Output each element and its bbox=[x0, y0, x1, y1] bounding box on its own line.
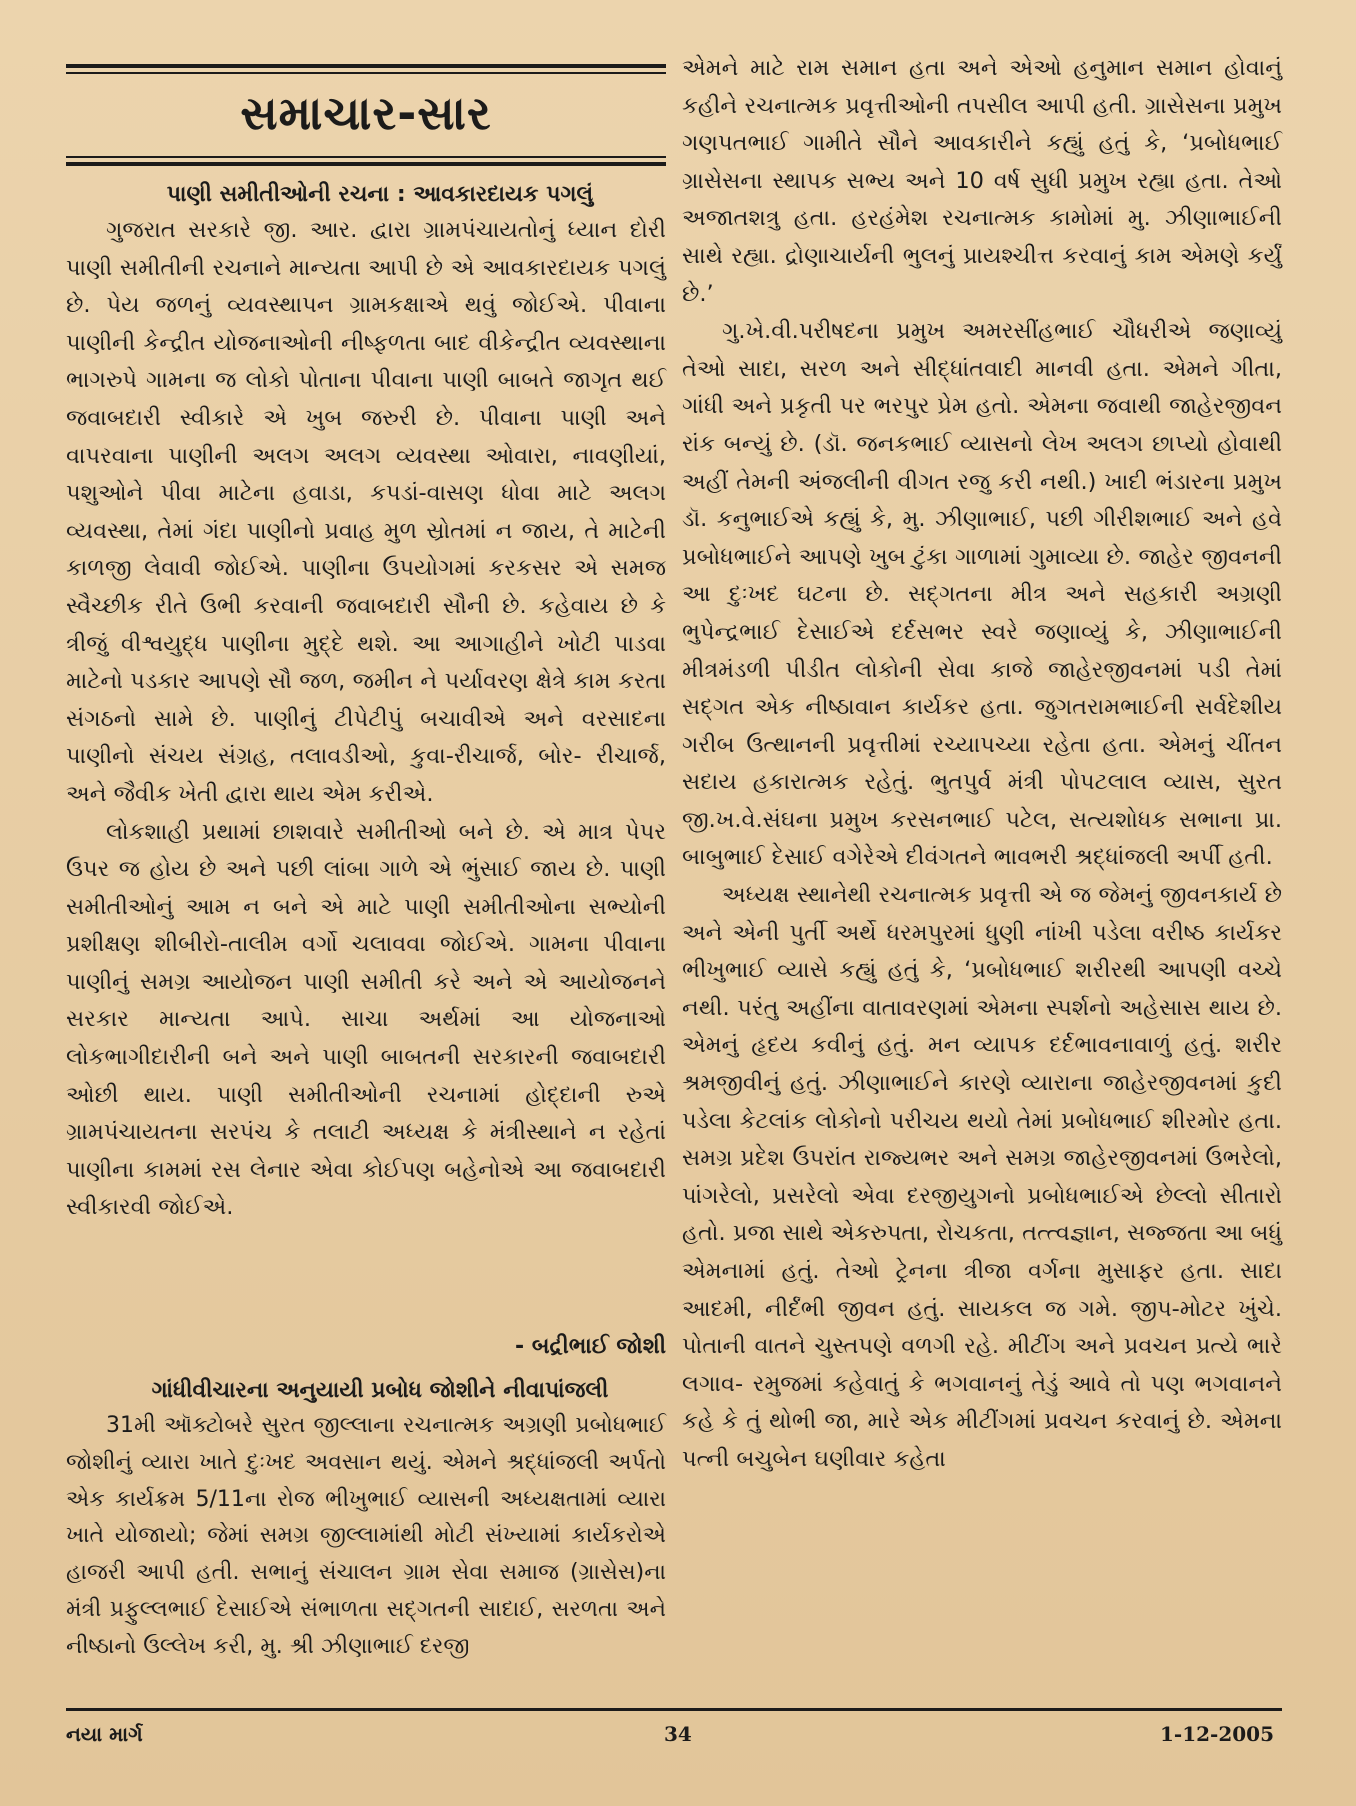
paragraph: 31મી ઑક્ટોબરે સુરત જીલ્લાના રચનાત્મક અગ્રણી પ્રબોધભાઈ જોશીનું વ્યારા ખાતે દુઃખદ અવસાન થયું. એમને શ્રદ્ધાંજલી અર્પતો એક કાર્યક્રમ 5/11ના રોજ ભીખુભાઈ વ્યાસની અધ્યક્ષતામાં વ્યારા ખાતે યોજાયો; જેમાં સમગ્ર જીલ્લામાંથી મોટી સંખ્યામાં કાર્યકરોએ હાજરી આપી હતી. સભાનું સંચાલન ગ્રામ સેવા સમાજ (ગ્રાસેસ)ના મંત્રી પ્રફુલ્લભાઈ દેસાઈએ સંભાળતા સદ્ગતની સાદાઈ, સરળતા અને નીષ્ઠાનો ઉલ્લેખ કરી, મુ. શ્રી ઝીણાભાઈ દરજી bbox=[66, 1413, 666, 1659]
paragraph: એમને માટે રામ સમાન હતા અને એઓ હનુમાન સમાન હોવાનું કહીને રચનાત્મક પ્રવૃત્તીઓની તપસીલ આપી હતી. ગ્રાસેસના પ્રમુખ ગણપતભાઈ ગામીતે સૌને આવકારીને કહ્યું હતું કે, ‘પ્રબોધભાઈ ગ્રાસેસના સ્થાપક સભ્ય અને 10 વર્ષ સુધી પ્રમુખ રહ્યા હતા. તેઓ અજાતશત્રુ હતા. હરહંમેશ રચનાત્મક કામોમાં મુ. ઝીણાભાઈની સાથે રહ્યા. દ્રોણાચાર્યની ભુલનું પ્રાયશ્ચીત્ત કરવાનું કામ એમણે કર્યું છે.’ bbox=[682, 55, 1282, 307]
article-heading-water-committees: પાણી સમીતીઓની રચના : આવકારદાયક પગલું bbox=[166, 182, 594, 207]
title-top-rule bbox=[66, 64, 666, 68]
section-title: સમાચાર-સાર bbox=[240, 86, 492, 140]
article-body-water-committees bbox=[66, 212, 666, 1227]
article-body-tribute-left bbox=[66, 1408, 666, 1666]
paragraph: લોકશાહી પ્રથામાં છાશવારે સમીતીઓ બને છે. એ માત્ર પેપર ઉપર જ હોય છે અને પછી લાંબા ગાળે એ ભુંસાઈ જાય છે. પાણી સમીતીઓનું આમ ન બને એ માટે પાણી સમીતીઓના સભ્યોની પ્રશીક્ષણ શીબીરો-તાલીમ વર્ગો ચલાવવા જોઈએ. ગામના પીવાના પાણીનું સમગ્ર આયોજન પાણી સમીતી કરે અને એ આયોજનને સરકાર માન્યતા આપે. સાચા અર્થમાં આ યોજનાઓ લોકભાગીદારીની બને અને પાણી બાબતની સરકારની જવાબદારી ઓછી થાય. પાણી સમીતીઓની રચનામાં હોદ્દાની રુએ ગ્રામપંચાયતના સરપંચ કે તલાટી અધ્યક્ષ કે મંત્રીસ્થાને ન રહેતાં પાણીના કામમાં રસ લેનાર એવા કોઈપણ બહેનોએ આ જવાબદારી સ્વીકારવી જોઈએ. bbox=[66, 818, 666, 1221]
paragraph: ગુજરાત સરકારે જી. આર. દ્વારા ગ્રામપંચાયતોનું ધ્યાન દોરી પાણી સમીતીની રચનાને માન્યતા આપી છે એ આવકારદાયક પગલું છે. પેય જળનું વ્યવસ્થાપન ગ્રામકક્ષાએ થવું જોઈએ. પીવાના પાણીની કેન્દ્રીત યોજનાઓની નીષ્ફળતા બાદ વીકેન્દ્રીત વ્યવસ્થાના ભાગરુપે ગામના જ લોકો પોતાના પીવાના પાણી બાબતે જાગૃત થઈ જવાબદારી સ્વીકારે એ ખુબ જરુરી છે. પીવાના પાણી અને વાપરવાના પાણીની અલગ અલગ વ્યવસ્થા ઓવારા, નાવણીયાં, પશુઓને પીવા માટેના હવાડા, કપડાં-વાસણ ધોવા માટે અલગ વ્યવસ્થા, તેમાં ગંદા પાણીનો પ્રવાહ મુળ સ્રોતમાં ન જાય, તે માટેની કાળજી લેવાવી જોઈએ. પાણીના ઉપયોગમાં કરકસર એ સમજ સ્વૈચ્છીક રીતે ઉભી કરવાની જવાબદારી સૌની છે. કહેવાય છે કે ત્રીજું વીશ્વયુદ્ધ પાણીના મુદ્દે થશે. આ આગાહીને ખોટી પાડવા માટેનો પડકાર આપણે સૌ જળ, જમીન ને પર્યાવરણ ક્ષેત્રે કામ કરતા સંગઠનો સામે છે. પાણીનું ટીપેટીપું બચાવીએ અને વરસાદના પાણીનો સંચય સંગ્રહ, તલાવડીઓ, કુવા-રીચાર્જ, બોર- રીચાર્જ, અને જૈવીક ખેતી દ્વારા થાય એમ કરીએ. bbox=[66, 217, 666, 807]
page-number: 34 bbox=[664, 1722, 692, 1746]
issue-date: 1-12-2005 bbox=[1160, 1722, 1275, 1746]
title-bottom-rule-thick bbox=[66, 162, 666, 166]
paragraph: ગુ.ખે.વી.પરીષદના પ્રમુખ અમરસીંહભાઈ ચૌધરીએ જણાવ્યું તેઓ સાદા, સરળ અને સીદ્ધાંતવાદી માનવી હતા. એમને ગીતા, ગાંધી અને પ્રકૃતી પર ભરપુર પ્રેમ હતો. એમના જવાથી જાહેરજીવન રાંક બન્યું છે. (ડૉ. જનકભાઈ વ્યાસનો લેખ અલગ છાપ્યો હોવાથી અહીં તેમની અંજલીની વીગત રજુ કરી નથી.) ખાદી ભંડારના પ્રમુખ ડૉ. કનુભાઈએ કહ્યું કે, મુ. ઝીણાભાઈ, પછી ગીરીશભાઈ અને હવે પ્રબોધભાઈને આપણે ખુબ ટુંકા ગાળામાં ગુમાવ્યા છે. જાહેર જીવનની આ દુઃખદ ઘટના છે. સદ્ગતના મીત્ર અને સહકારી અગ્રણી ભુપેન્દ્રભાઈ દેસાઈએ દર્દસભર સ્વરે જણાવ્યું કે, ઝીણાભાઈની મીત્રમંડળી પીડીત લોકોની સેવા કાજે જાહેરજીવનમાં પડી તેમાં સદ્ગત એક નીષ્ઠાવાન કાર્યકર હતા. જુગતરામભાઈની સર્વદેશીય ગરીબ ઉત્થાનની પ્રવૃત્તીમાં રચ્યાપચ્યા રહેતા હતા. એમનું ચીંતન સદાય હકારાત્મક રહેતું. ભુતપુર્વ મંત્રી પોપટલાલ વ્યાસ, સુરત જી.ખ.વે.સંઘના પ્રમુખ કરસનભાઈ પટેલ, સત્યશોધક સભાના પ્રા. બાબુભાઈ દેસાઈ વગેરેએ દીવંગતને ભાવભરી શ્રદ્ધાંજલી અર્પી હતી. bbox=[682, 318, 1282, 871]
publication-name: નયા માર્ગ bbox=[66, 1722, 143, 1746]
paragraph: અધ્યક્ષ સ્થાનેથી રચનાત્મક પ્રવૃત્તી એ જ જેમનું જીવનકાર્ય છે અને એની પુર્તી અર્થે ધરમપુરમાં ધુણી નાંખી પડેલા વરીષ્ઠ કાર્યકર ભીખુભાઈ વ્યાસે કહ્યું હતું કે, ‘પ્રબોધભાઈ શરીરથી આપણી વચ્ચે નથી. પરંતુ અહીંના વાતાવરણમાં એમના સ્પર્શનો અહેસાસ થાય છે. એમનું હૃદય કવીનું હતું. મન વ્યાપક દર્દભાવનાવાળું હતું. શરીર શ્રમજીવીનું હતું. ઝીણાભાઈને કારણે વ્યારાના જાહેરજીવનમાં કુદી પડેલા કેટલાંક લોકોનો પરીચય થયો તેમાં પ્રબોધભાઈ શીરમોર હતા. સમગ્ર પ્રદેશ ઉપરાંત રાજ્યભર અને સમગ્ર જાહેરજીવનમાં ઉભરેલો, પાંગરેલો, પ્રસરેલો એવા દરજીયુગનો પ્રબોધભાઈએ છેલ્લો સીતારો હતો. પ્રજા સાથે એકરુપતા, રોચકતા, તત્ત્વજ્ઞાન, સજ્જતા આ બધું એમનામાં હતું. તેઓ ટ્રેનના ત્રીજા વર્ગના મુસાફર હતા. સાદા આદમી, નીર્દંભી જીવન હતું. સાયકલ જ ગમે. જીપ-મોટર ખુંચે. પોતાની વાતને ચુસ્તપણે વળગી રહે. મીટીંગ અને પ્રવચન પ્રત્યે ભારે લગાવ- રમુજમાં કહેવાતું કે ભગવાનનું તેડું આવે તો પણ ભગવાનને કહે કે તું થોભી જા, મારે એક મીટીંગમાં પ્રવચન કરવાનું છે. એમના પત્ની બચુબેન ઘણીવાર કહેતા bbox=[682, 882, 1282, 1472]
title-top-rule-thin bbox=[66, 72, 666, 74]
author-signature: - બદ્રીભાઈ જોશી bbox=[515, 1334, 666, 1359]
footer-rule bbox=[66, 1708, 1282, 1711]
title-bottom-rule bbox=[66, 156, 666, 158]
article-heading-tribute: ગાંધીવીચારના અનુયાયી પ્રબોધ જોશીને નીવાપાંજલી bbox=[151, 1378, 609, 1403]
article-body-tribute-right bbox=[682, 50, 1282, 1479]
